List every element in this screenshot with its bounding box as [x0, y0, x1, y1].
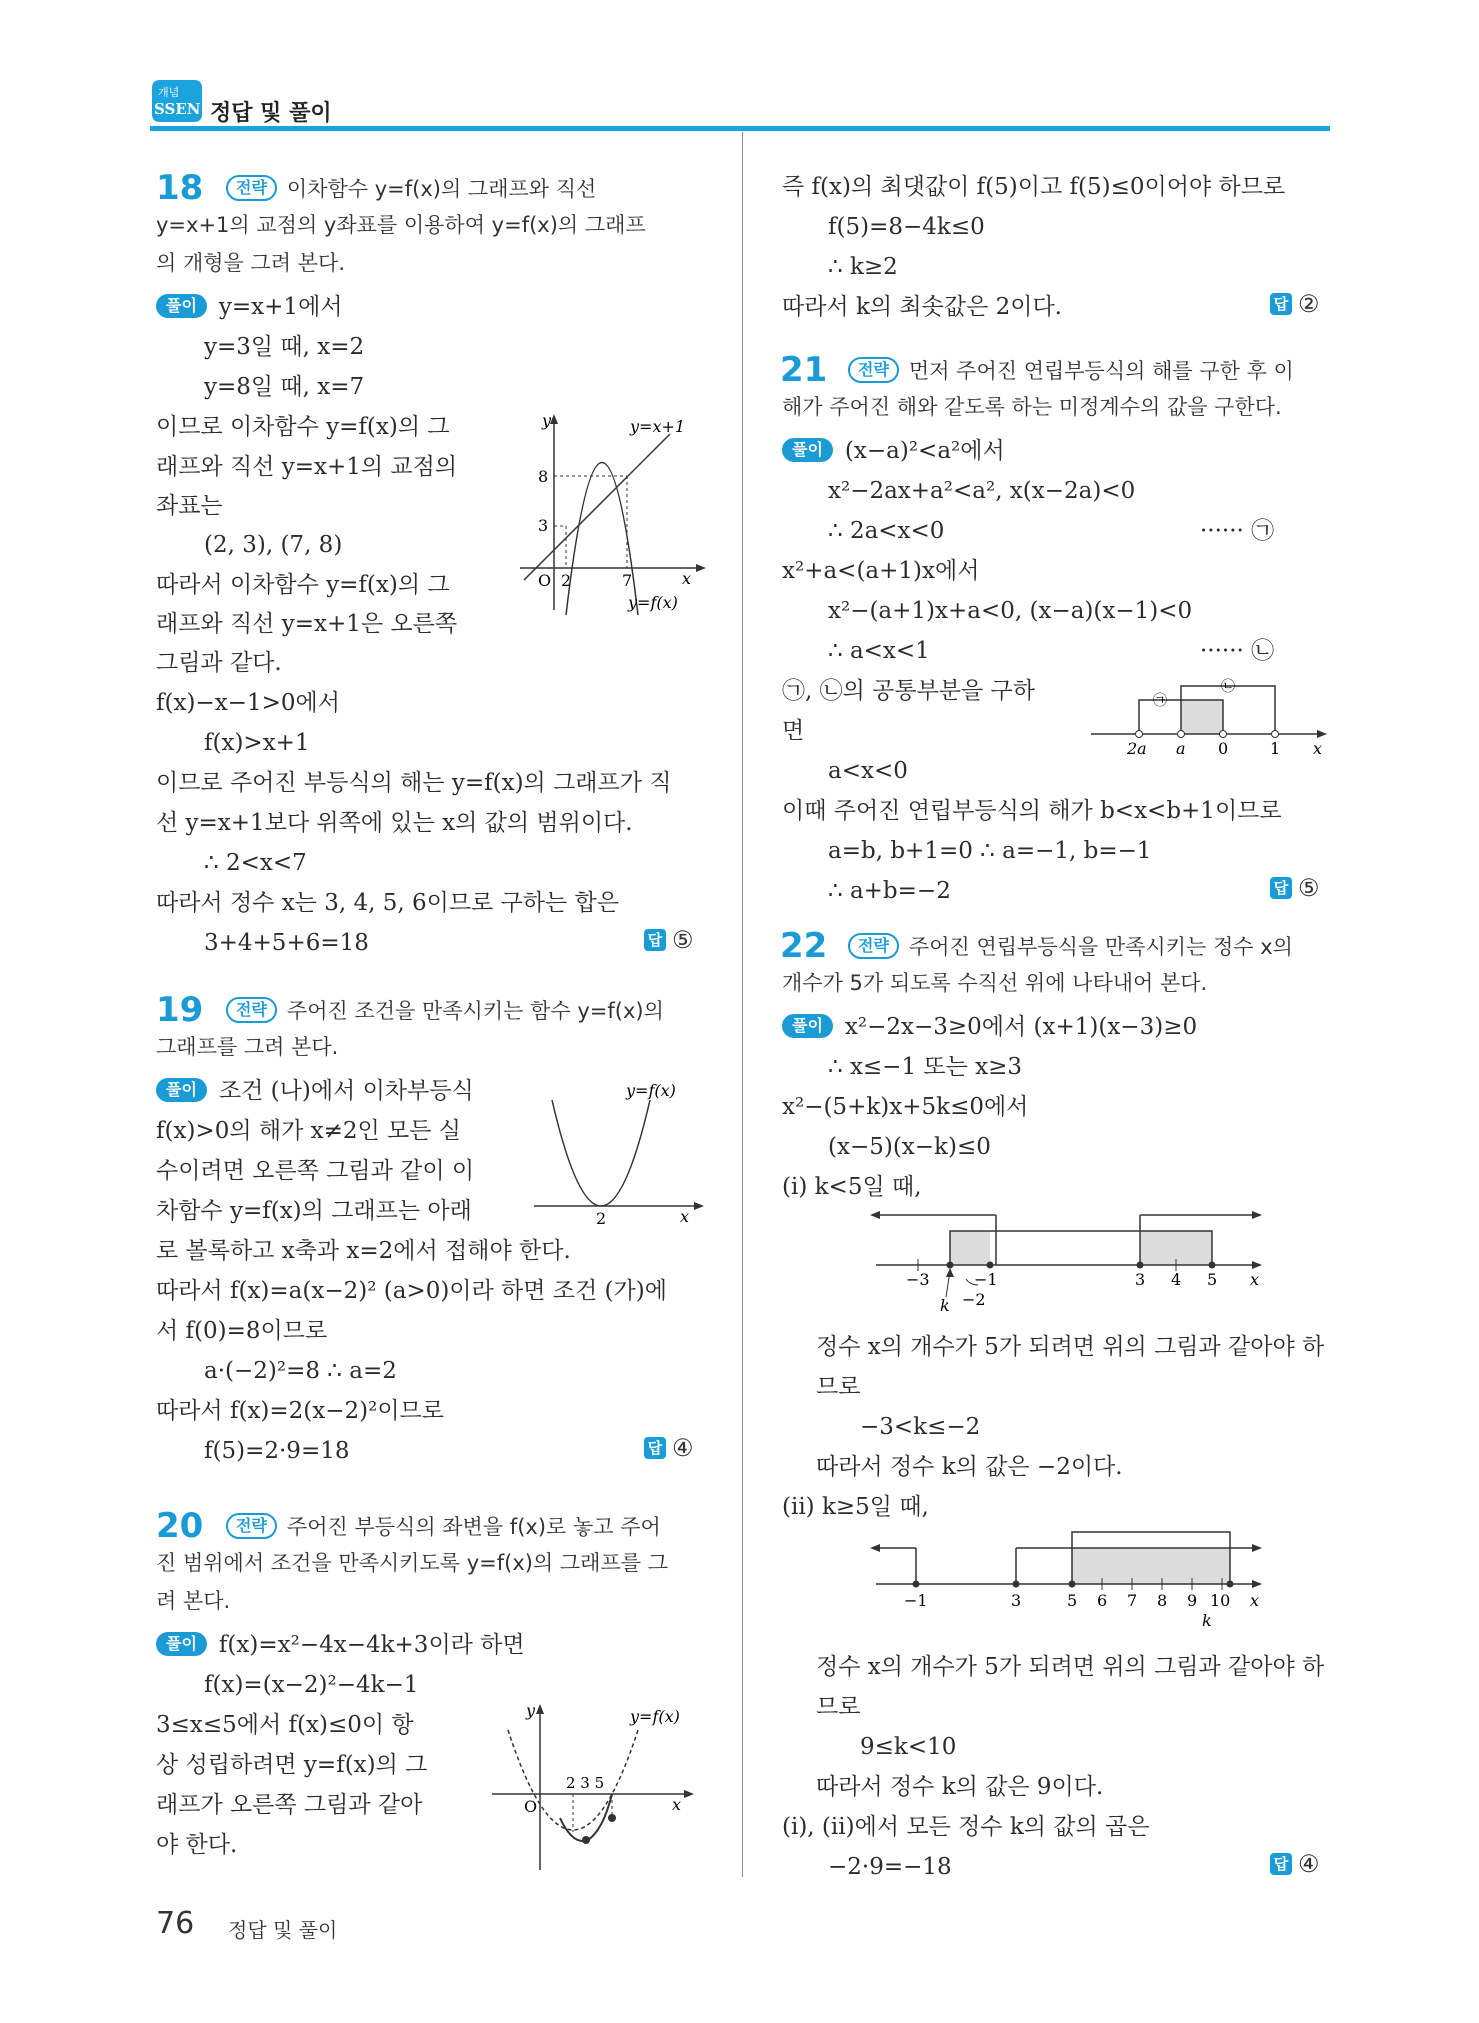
numberline-22b-tick-3: 3 — [1011, 1591, 1022, 1610]
problem-22-line-5: (i) k<5일 때, — [782, 1174, 922, 1200]
numberline-21-tick-0: 0 — [1218, 739, 1229, 758]
numberline-22b-tick-7: 7 — [1127, 1591, 1138, 1610]
problem-18-line-8: 따라서 이차함수 y=f(x)의 그 — [156, 572, 450, 598]
footer-title: 정답 및 풀이 — [228, 1918, 338, 1942]
problem-22-strategy-2: 개수가 5가 되도록 수직선 위에 나타내어 본다. — [782, 971, 1208, 995]
graph-20-x-label: x — [672, 1795, 682, 1814]
problem-19-line-9: 따라서 f(x)=2(x−2)²이므로 — [156, 1398, 444, 1424]
graph-18-x-label: x — [682, 569, 692, 588]
problem-18-graph — [510, 410, 710, 620]
problem-19-line-10: f(5)=2·9=18 — [204, 1438, 350, 1464]
problem-21-line-9: a<x<0 — [828, 758, 908, 784]
numberline-22b-tick-6: 6 — [1097, 1591, 1108, 1610]
problem-20-graph — [488, 1700, 708, 1875]
problem-18-line-15: ∴ 2<x<7 — [204, 850, 307, 876]
problem-20cont-line-4: 따라서 k의 최솟값은 2이다. — [782, 294, 1062, 320]
problem-19-answer: 답 ④ — [644, 1434, 694, 1462]
graph-18-xtick-7: 7 — [622, 571, 633, 590]
numberline-22b-x: x — [1250, 1591, 1260, 1610]
problem-18-line-7: (2, 3), (7, 8) — [204, 532, 343, 558]
problem-21-number: 21 — [780, 350, 828, 390]
problem-18-line-2: y=3일 때, x=2 — [204, 334, 365, 360]
numberline-22a-tick-3: 3 — [1135, 1270, 1146, 1289]
problem-22-answer: 답 ④ — [1270, 1850, 1320, 1878]
problem-19-number: 19 — [156, 990, 204, 1030]
problem-18-strategy-3: 의 개형을 그려 본다. — [156, 251, 345, 275]
problem-21-line-1: 풀이 (x−a)²<a²에서 — [782, 436, 1005, 466]
problem-22-strategy-1: 전략 주어진 연립부등식을 만족시키는 정수 x의 — [848, 932, 1293, 962]
problem-18-line-3: y=8일 때, x=7 — [204, 374, 365, 400]
graph-20-curve-label: y=f(x) — [630, 1707, 680, 1726]
problem-22-numberline-2 — [870, 1520, 1280, 1635]
numberline-22a-k: k — [940, 1296, 950, 1315]
numberline-21-mark-2: ㉡ — [1221, 679, 1235, 695]
problem-19-line-5: 로 볼록하고 x축과 x=2에서 접해야 한다. — [156, 1238, 571, 1264]
problem-18-line-10: 그림과 같다. — [156, 650, 282, 676]
problem-21-line-8: 면 — [782, 718, 805, 744]
numberline-21-tick-1: 1 — [1270, 739, 1281, 758]
graph-18-xtick-2: 2 — [561, 571, 572, 590]
graph-18-curve-label: y=f(x) — [628, 593, 678, 612]
problem-22-line-8: −3<k≤−2 — [860, 1414, 981, 1440]
problem-21-line-11: a=b, b+1=0 ∴ a=−1, b=−1 — [828, 838, 1152, 864]
problem-20-number: 20 — [156, 1506, 204, 1546]
strategy-badge: 전략 — [226, 175, 277, 201]
numberline-22b-tick-5: 5 — [1067, 1591, 1078, 1610]
numberline-22a-x: x — [1250, 1270, 1260, 1289]
problem-21-mark-1: ······ ㉠ — [1200, 518, 1275, 544]
problem-19-line-3: 수이려면 오른쪽 그림과 같이 이 — [156, 1158, 475, 1184]
logo-top-text: 개념 — [158, 86, 180, 99]
problem-18-line-4: 이므로 이차함수 y=f(x)의 그 — [156, 414, 450, 440]
problem-20-line-4: 상 성립하려면 y=f(x)의 그 — [156, 1752, 428, 1778]
numberline-21-mark-1: ㉠ — [1153, 693, 1167, 709]
problem-22-line-13: 9≤k<10 — [860, 1734, 957, 1760]
graph-20-origin: O — [524, 1797, 538, 1816]
header-rule — [150, 126, 1330, 131]
problem-19-graph — [530, 1080, 710, 1230]
page-number: 76 — [156, 1906, 195, 1941]
problem-21-answer: 답 ⑤ — [1270, 874, 1320, 902]
numberline-22a-tick-m1: −1 — [974, 1270, 998, 1289]
problem-20cont-line-3: ∴ k≥2 — [828, 254, 898, 280]
problem-21-line-2: x²−2ax+a²<a², x(x−2a)<0 — [828, 478, 1136, 504]
problem-21-line-6: ∴ a<x<1 — [828, 638, 930, 664]
numberline-22a-tick-m3: −3 — [906, 1270, 930, 1289]
problem-18-strategy-2: y=x+1의 교점의 y좌표를 이용하여 y=f(x)의 그래프 — [156, 213, 646, 237]
logo-bottom-text: SSEN — [154, 100, 201, 118]
graph-18-origin: O — [538, 571, 552, 590]
problem-20-line-5: 래프가 오른쪽 그림과 같아 — [156, 1792, 423, 1818]
problem-19-line-7: 서 f(0)=8이므로 — [156, 1318, 328, 1344]
problem-19-line-8: a·(−2)²=8 ∴ a=2 — [204, 1358, 397, 1384]
problem-22-line-6: 정수 x의 개수가 5가 되려면 위의 그림과 같아야 하 — [816, 1334, 1325, 1360]
problem-20-line-3: 3≤x≤5에서 f(x)≤0이 항 — [156, 1712, 414, 1738]
problem-22-line-3: x²−(5+k)x+5k≤0에서 — [782, 1094, 1029, 1120]
problem-22-line-1: 풀이 x²−2x−3≥0에서 (x+1)(x−3)≥0 — [782, 1012, 1197, 1042]
problem-18-line-14: 선 y=x+1보다 위쪽에 있는 x의 값의 범위이다. — [156, 810, 633, 836]
numberline-22b-k: k — [1202, 1611, 1212, 1630]
problem-22-line-4: (x−5)(x−k)≤0 — [828, 1134, 991, 1160]
problem-21-line-4: x²+a<(a+1)x에서 — [782, 558, 980, 584]
graph-18-line-label: y=x+1 — [630, 417, 686, 436]
problem-20cont-line-2: f(5)=8−4k≤0 — [828, 214, 985, 240]
graph-19-tick-2: 2 — [596, 1209, 607, 1228]
problem-18-line-5: 래프와 직선 y=x+1의 교점의 — [156, 454, 458, 480]
problem-18-line-11: f(x)−x−1>0에서 — [156, 690, 340, 716]
problem-20-line-1: 풀이 f(x)=x²−4x−4k+3이라 하면 — [156, 1630, 525, 1660]
problem-22-line-2: ∴ x≤−1 또는 x≥3 — [828, 1054, 1023, 1080]
numberline-22b-tick-8: 8 — [1157, 1591, 1168, 1610]
graph-20-ticks: 2 3 5 — [566, 1774, 605, 1792]
problem-20-strategy-1: 전략 주어진 부등식의 좌변을 f(x)로 놓고 주어 — [226, 1512, 661, 1542]
numberline-22a-tick-5: 5 — [1207, 1270, 1218, 1289]
graph-20-y-label: y — [526, 1701, 536, 1720]
problem-19-line-4: 차함수 y=f(x)의 그래프는 아래 — [156, 1198, 472, 1224]
problem-18-line-17: 3+4+5+6=18 — [204, 930, 369, 956]
graph-18-ytick-3: 3 — [538, 516, 549, 535]
problem-20-strategy-3: 려 본다. — [156, 1589, 231, 1613]
problem-19-line-6: 따라서 f(x)=a(x−2)² (a>0)이라 하면 조건 (가)에 — [156, 1278, 667, 1304]
numberline-22b-tick-m1: −1 — [904, 1591, 928, 1610]
problem-19-line-2: f(x)>0의 해가 x≠2인 모든 실 — [156, 1118, 461, 1144]
problem-20cont-line-1: 즉 f(x)의 최댓값이 f(5)이고 f(5)≤0이어야 하므로 — [782, 174, 1286, 200]
problem-22-line-7: 므로 — [816, 1374, 861, 1400]
problem-22-number: 22 — [780, 926, 828, 966]
problem-22-line-14: 따라서 정수 k의 값은 9이다. — [816, 1774, 1104, 1800]
problem-22-line-12: 므로 — [816, 1694, 861, 1720]
problem-22-line-11: 정수 x의 개수가 5가 되려면 위의 그림과 같아야 하 — [816, 1654, 1325, 1680]
problem-21-line-5: x²−(a+1)x+a<0, (x−a)(x−1)<0 — [828, 598, 1193, 624]
problem-22-numberline-1 — [870, 1205, 1280, 1320]
problem-21-line-12: ∴ a+b=−2 — [828, 878, 951, 904]
answer-tag: 답 — [644, 929, 666, 951]
problem-22-line-15: (i), (ii)에서 모든 정수 k의 값의 곱은 — [782, 1814, 1150, 1840]
problem-22-line-9: 따라서 정수 k의 값은 −2이다. — [816, 1454, 1123, 1480]
numberline-22b-tick-10: 10 — [1210, 1591, 1231, 1610]
problem-20-line-6: 야 한다. — [156, 1832, 238, 1858]
problem-19-line-1: 풀이 조건 (나)에서 이차부등식 — [156, 1076, 474, 1106]
problem-21-line-7: ㉠, ㉡의 공통부분을 구하 — [782, 678, 1035, 704]
problem-18-number: 18 — [156, 168, 204, 208]
problem-18-line-1: 풀이 y=x+1에서 — [156, 292, 343, 322]
problem-18-line-16: 따라서 정수 x는 3, 4, 5, 6이므로 구하는 합은 — [156, 890, 619, 916]
graph-18-y-label: y — [542, 411, 552, 430]
numberline-21-tick-2a: 2a — [1127, 739, 1147, 758]
numberline-21-x: x — [1313, 739, 1323, 758]
problem-22-line-16: −2·9=−18 — [828, 1854, 952, 1880]
graph-18-ytick-8: 8 — [538, 467, 549, 486]
solution-badge: 풀이 — [156, 294, 207, 318]
column-divider — [742, 132, 743, 1877]
numberline-22a-km2: −2 — [962, 1290, 986, 1309]
graph-19-x-label: x — [680, 1207, 690, 1226]
problem-19-strategy-1: 전략 주어진 조건을 만족시키는 함수 y=f(x)의 — [226, 996, 664, 1026]
problem-18-line-9: 래프와 직선 y=x+1은 오른쪽 — [156, 611, 458, 637]
numberline-21-tick-a: a — [1176, 739, 1186, 758]
problem-21-line-3: ∴ 2a<x<0 — [828, 518, 945, 544]
ssen-logo — [150, 78, 204, 124]
problem-21-numberline — [1085, 672, 1335, 762]
problem-20-answer: 답 ② — [1270, 290, 1320, 318]
problem-18-line-13: 이므로 주어진 부등식의 해는 y=f(x)의 그래프가 직 — [156, 770, 672, 796]
problem-21-strategy-2: 해가 주어진 해와 같도록 하는 미정계수의 값을 구한다. — [782, 395, 1282, 419]
problem-18-line-6: 좌표는 — [156, 493, 223, 519]
problem-21-line-10: 이때 주어진 연립부등식의 해가 b<x<b+1이므로 — [782, 798, 1282, 824]
numberline-22a-tick-4: 4 — [1171, 1270, 1182, 1289]
problem-21-strategy-1: 전략 먼저 주어진 연립부등식의 해를 구한 후 이 — [848, 356, 1294, 386]
problem-20-strategy-2: 진 범위에서 조건을 만족시키도록 y=f(x)의 그래프를 그 — [156, 1551, 669, 1575]
graph-19-curve-label: y=f(x) — [626, 1081, 676, 1100]
problem-18-line-12: f(x)>x+1 — [204, 730, 310, 756]
problem-20-line-2: f(x)=(x−2)²−4k−1 — [204, 1672, 419, 1698]
problem-22-line-10: (ii) k≥5일 때, — [782, 1494, 929, 1520]
problem-21-mark-2: ······ ㉡ — [1200, 638, 1275, 664]
problem-18-answer: 답 ⑤ — [644, 926, 694, 954]
numberline-22b-tick-9: 9 — [1187, 1591, 1198, 1610]
header-title: 정답 및 풀이 — [210, 101, 332, 126]
problem-19-strategy-2: 그래프를 그려 본다. — [156, 1035, 339, 1059]
problem-18-strategy-1: 전략 이차함수 y=f(x)의 그래프와 직선 — [226, 174, 596, 204]
